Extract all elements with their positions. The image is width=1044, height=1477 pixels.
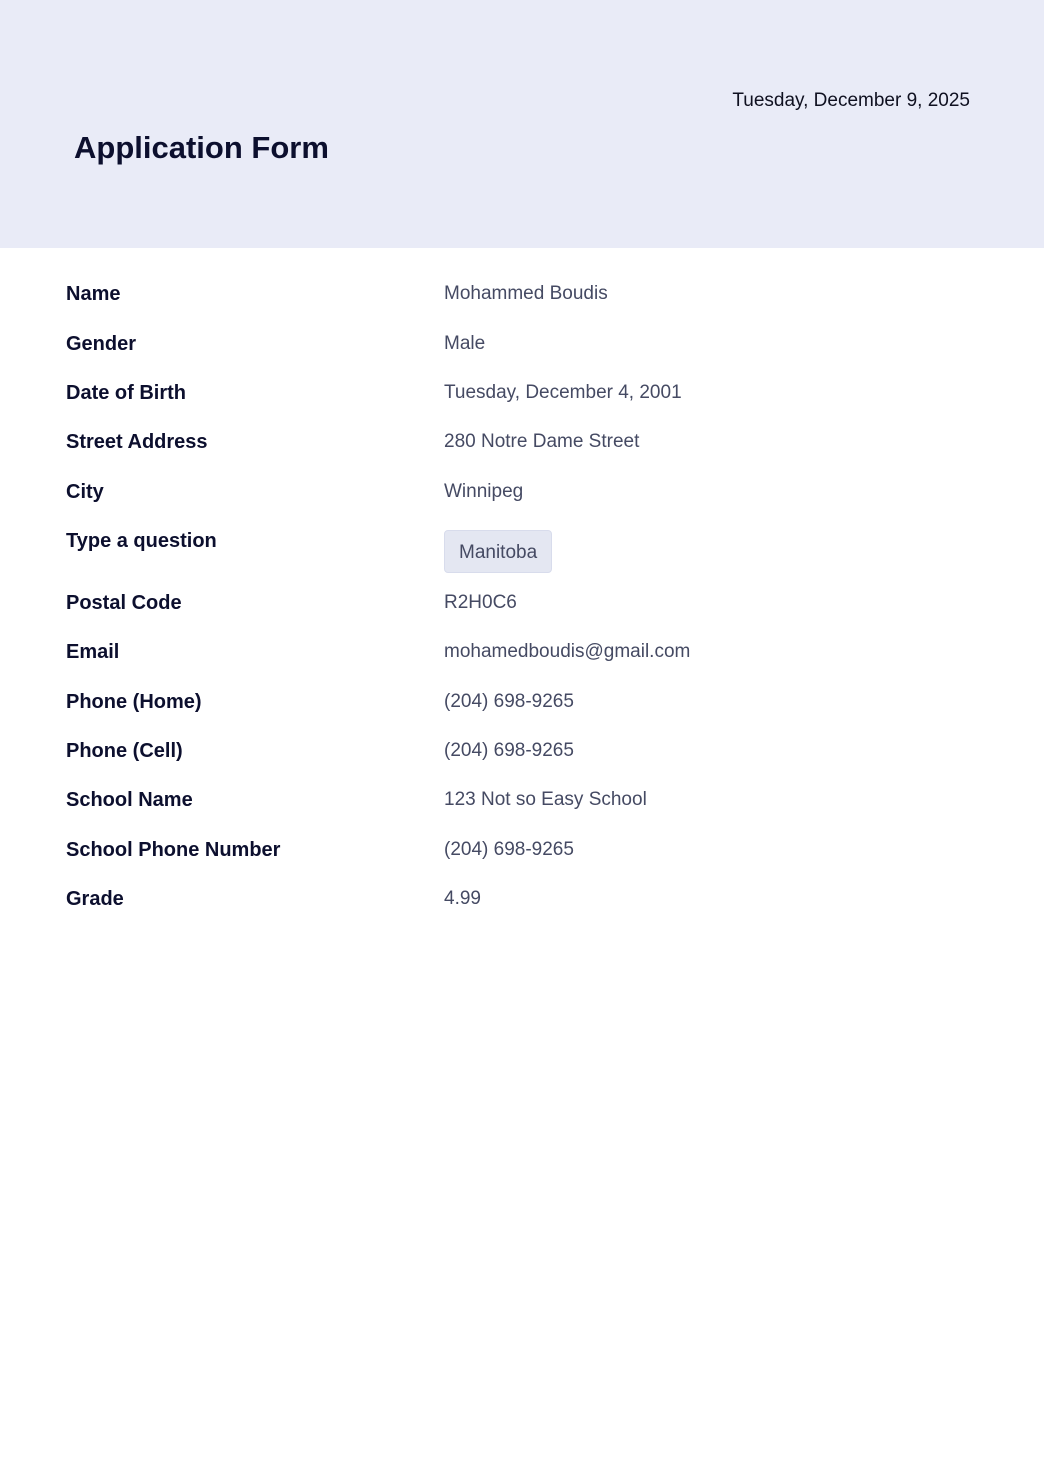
field-value-email: mohamedboudis@gmail.com xyxy=(444,641,691,662)
field-label-school-name: School Name xyxy=(66,789,193,811)
field-row-phone-home xyxy=(0,689,1044,729)
field-value-date-of-birth: Tuesday, December 4, 2001 xyxy=(444,382,682,403)
field-row-school-phone xyxy=(0,837,1044,877)
page-title: Application Form xyxy=(74,130,329,165)
field-label-name: Name xyxy=(66,283,121,305)
field-row-school-name xyxy=(0,787,1044,827)
field-value-gender: Male xyxy=(444,333,486,354)
field-label-school-phone: School Phone Number xyxy=(66,839,281,861)
field-row-name xyxy=(0,281,1044,321)
field-label-postal-code: Postal Code xyxy=(66,592,182,614)
field-row-phone-cell xyxy=(0,738,1044,778)
field-row-grade xyxy=(0,886,1044,926)
field-value-grade: 4.99 xyxy=(444,888,481,909)
field-label-date-of-birth: Date of Birth xyxy=(66,382,186,404)
field-value-postal-code: R2H0C6 xyxy=(444,592,517,613)
field-label-street-address: Street Address xyxy=(66,431,208,453)
header-date: Tuesday, December 9, 2025 xyxy=(732,90,970,111)
field-value-school-name: 123 Not so Easy School xyxy=(444,789,647,810)
field-row-city xyxy=(0,479,1044,519)
field-label-grade: Grade xyxy=(66,888,124,910)
field-row-gender xyxy=(0,331,1044,371)
field-row-email xyxy=(0,639,1044,679)
field-label-province: Type a question xyxy=(66,530,217,552)
field-row-date-of-birth xyxy=(0,380,1044,420)
field-label-email: Email xyxy=(66,641,120,663)
field-row-province xyxy=(0,528,1044,568)
field-label-phone-cell: Phone (Cell) xyxy=(66,740,183,762)
field-value-phone-home: (204) 698-9265 xyxy=(444,691,574,712)
field-row-street-address xyxy=(0,429,1044,469)
field-label-city: City xyxy=(66,481,104,503)
province-chip: Manitoba xyxy=(444,530,552,573)
field-value-school-phone: (204) 698-9265 xyxy=(444,839,574,860)
field-label-gender: Gender xyxy=(66,333,137,355)
field-value-city: Winnipeg xyxy=(444,481,524,502)
field-row-postal-code xyxy=(0,590,1044,630)
field-value-street-address: 280 Notre Dame Street xyxy=(444,431,640,452)
field-value-name: Mohammed Boudis xyxy=(444,283,608,304)
page-header xyxy=(0,0,1044,248)
field-value-phone-cell: (204) 698-9265 xyxy=(444,740,574,761)
field-label-phone-home: Phone (Home) xyxy=(66,691,202,713)
